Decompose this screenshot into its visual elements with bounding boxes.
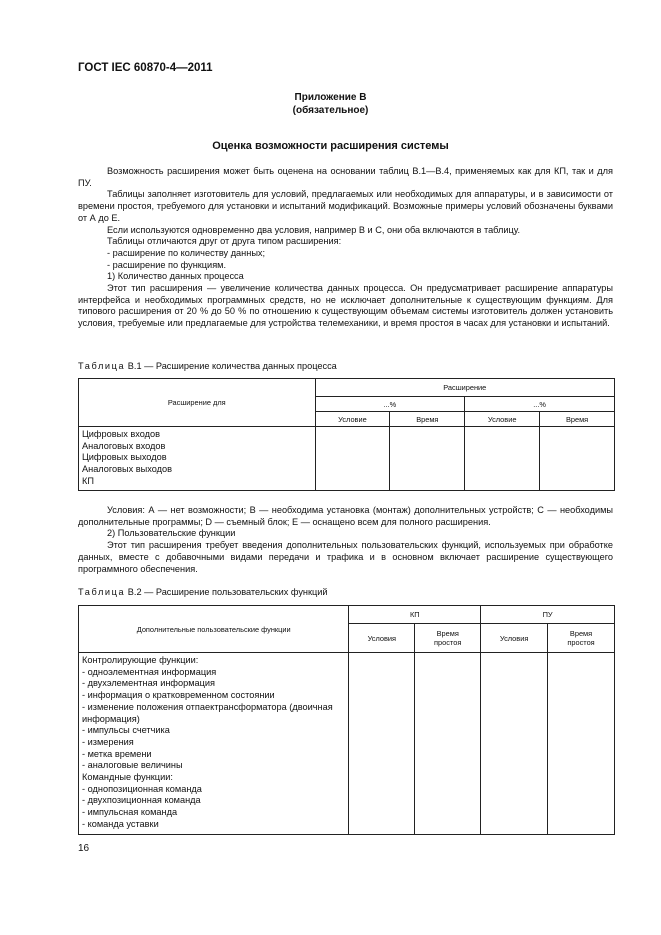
table2-caption-text: В.2 — Расширение пользовательских функций [127, 587, 328, 597]
table-row: Цифровых входов [82, 429, 160, 439]
appendix-title: Приложение В [294, 92, 367, 103]
table2-cell [481, 653, 548, 835]
paragraph: Этот тип расширения — увеличение количества данных процесса. Он предусматривает расширение аппаратуры интерфейса и необходимых программных средств, но не исключает дополнительные к существующим функциям. Для типового расширения от 20 % до 50 % по отношению к существующим объемам системы изготовитель должен установить условия, требуемые или предлагаемые для устройства телемеханики, и время простоя в часах для установки и испытаний. [78, 283, 613, 329]
table2-header-conditions: Условия [481, 624, 548, 653]
document-header: ГОСТ IEC 60870-4—2011 [78, 62, 213, 74]
table1-header-expansion-for: Расширение для [79, 379, 316, 427]
table2-header-pu: ПУ [481, 606, 615, 624]
table1-row-labels [79, 427, 316, 491]
table2-row-labels [79, 653, 349, 835]
table1-header-condition: Условие [465, 412, 540, 427]
table-row: КП [82, 475, 94, 486]
table2-cell [349, 653, 415, 835]
paragraph: Этот тип расширения требует введения дополнительных пользовательских функций, используемых при обработке данных, вместе с добавочными видами передачи и трафика и в основном включает расширение существующего программного обеспечения. [78, 540, 613, 574]
table1-cell [315, 427, 390, 491]
table1-header-expansion: Расширение [315, 379, 614, 397]
table1-header-percent: ...% [465, 397, 615, 412]
table-row: - информация о кратковременном состоянии [82, 690, 275, 701]
table-row: Цифровых выходов [82, 452, 167, 463]
intro-text [78, 166, 613, 330]
list-item: - расширение по функциям. [107, 259, 227, 270]
table2-header-downtime: Время простоя [415, 624, 481, 653]
middle-text [78, 505, 613, 575]
table-row: - двухпозиционная команда [82, 795, 201, 806]
table-row: - измерения [82, 736, 134, 747]
table-row: - команда уставки [82, 818, 159, 829]
table-row: Контролирующие функции: [82, 655, 199, 665]
section-title: Оценка возможности расширения системы [212, 140, 449, 152]
table1-caption-text: В.1 — Расширение количества данных процесса [127, 361, 337, 371]
table-row: - одноэлементная информация [82, 666, 217, 677]
table1-header-percent: ...% [315, 397, 465, 412]
table1-cell [540, 427, 615, 491]
table1-cell [390, 427, 465, 491]
table-row: - однопозиционная команда [82, 783, 202, 794]
page-number: 16 [78, 843, 90, 854]
appendix-subtitle: (обязательное) [292, 105, 369, 116]
table2-caption-prefix: Таблица [78, 587, 126, 597]
subsection-heading: 1) Количество данных процесса [107, 271, 244, 282]
table-row: - аналоговые величины [82, 760, 183, 771]
table2-header-kp: КП [349, 606, 481, 624]
table-row: Командные функции: [82, 772, 173, 783]
table2-header-conditions: Условия [349, 624, 415, 653]
table-row: Аналоговых выходов [82, 464, 173, 475]
table1-header-time: Время [540, 412, 615, 427]
subsection-heading: 2) Пользовательские функции [107, 528, 236, 539]
paragraph: Таблицы заполняет изготовитель для условий, предлагаемых или необходимых для аппаратуры, и в зависимости от времени простоя, требуемого для установки и испытаний модификаций. Возможные примеры условий обозначены буквами от А до Е. [78, 189, 613, 223]
table2-cell [548, 653, 615, 835]
table-expansion-data [78, 378, 615, 491]
table1-caption [78, 361, 337, 371]
table2-caption [78, 587, 328, 597]
table1-header-time: Время [390, 412, 465, 427]
table-row: - метка времени [82, 748, 152, 759]
table2-cell [415, 653, 481, 835]
table-row: - импульсная команда [82, 807, 178, 818]
table-row: - импульсы счетчика [82, 725, 170, 736]
table-expansion-functions [78, 605, 615, 835]
table1-caption-prefix: Таблица [78, 361, 126, 371]
paragraph: Если используются одновременно два условия, например В и С, они оба включаются в таблицу. [107, 224, 521, 235]
table2-header-functions: Дополнительные пользовательские функции [79, 606, 349, 653]
list-item: - расширение по количеству данных; [107, 247, 266, 258]
paragraph: Условия: А — нет возможности; В — необходима установка (монтаж) дополнительных устройств; С — необходимы дополнительные программы; D — съемный блок; Е — оснащено всем для полного расширения. [78, 505, 613, 527]
table-row: - двухэлементная информация [82, 678, 215, 689]
table1-header-condition: Условие [315, 412, 390, 427]
table-row: - изменение положения отпаектрансформатора (двоичная информация) [82, 701, 333, 724]
table2-header-downtime: Время простоя [548, 624, 615, 653]
table-row: Аналоговых входов [82, 440, 166, 451]
paragraph: Возможность расширения может быть оценена на основании таблиц В.1—В.4, применяемых как для КП, так и для ПУ. [78, 166, 613, 188]
table1-cell [465, 427, 540, 491]
paragraph: Таблицы отличаются друг от друга типом расширения: [107, 236, 342, 247]
